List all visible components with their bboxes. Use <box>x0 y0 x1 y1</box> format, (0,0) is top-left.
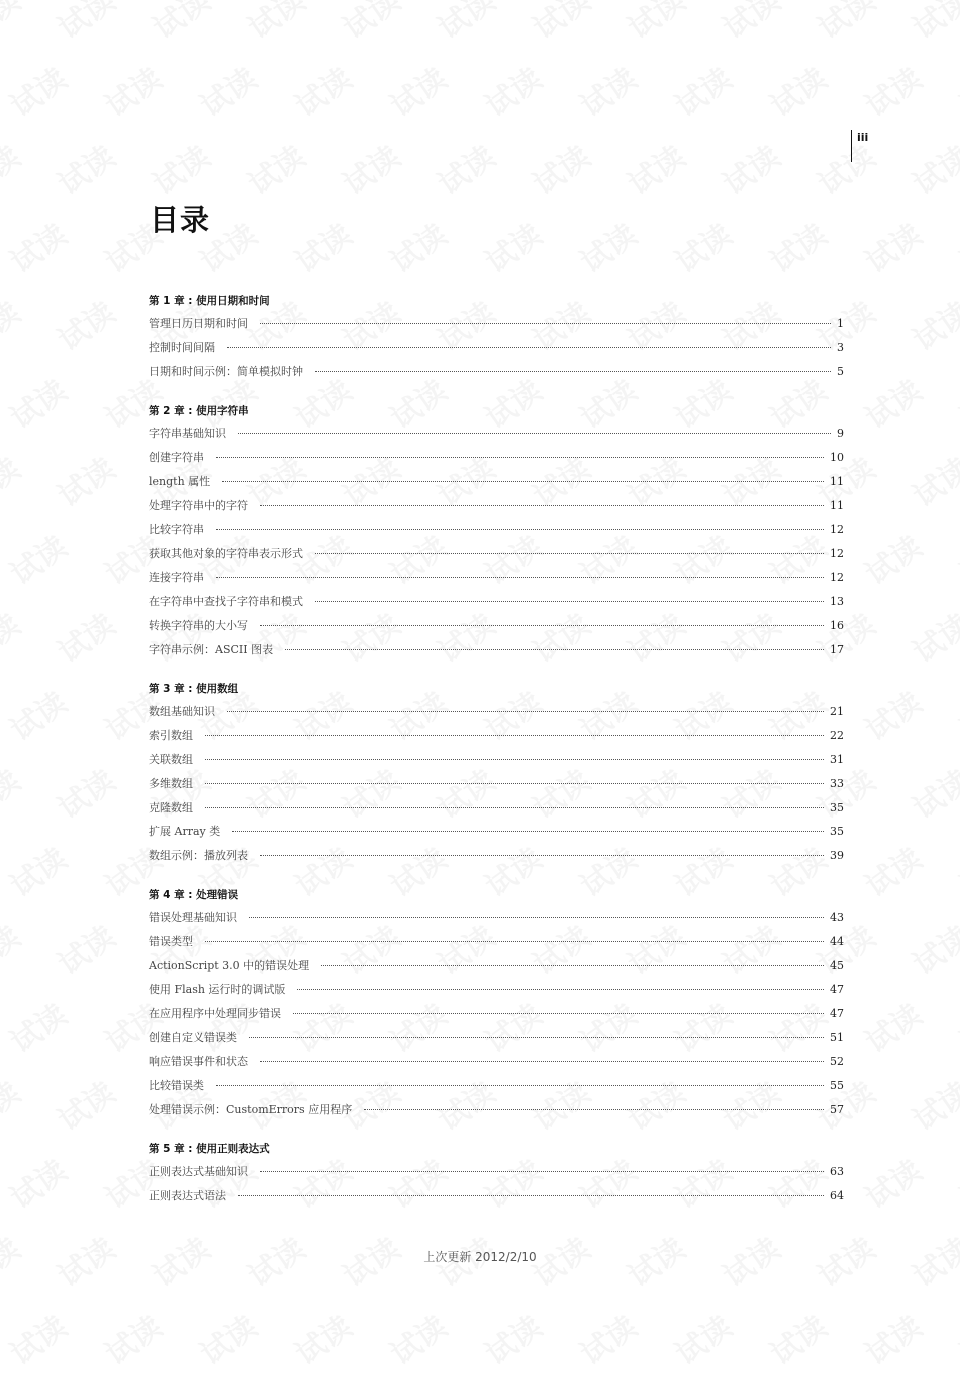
toc-entry-label: 数组示例：播放列表 <box>149 849 248 862</box>
chapter-section <box>149 680 844 871</box>
dot-leader <box>321 965 824 966</box>
watermark-text <box>143 0 217 47</box>
table-of-contents <box>149 292 844 1211</box>
toc-entry-label: 错误类型 <box>149 935 193 948</box>
watermark-text <box>713 0 787 47</box>
watermark-text <box>0 367 74 437</box>
watermark-text <box>570 55 644 125</box>
toc-entry-label: 日期和时间示例：简单模拟时钟 <box>149 365 303 378</box>
toc-entry[interactable] <box>149 1101 844 1125</box>
watermark-text <box>238 0 312 47</box>
watermark-text <box>48 757 122 827</box>
toc-entry-page: 3 <box>837 341 844 354</box>
toc-entry[interactable] <box>149 1077 844 1101</box>
chapter-title[interactable]: 第 1 章 : 使用日期和时间 <box>149 295 270 307</box>
toc-entry[interactable] <box>149 1005 844 1029</box>
toc-entry-page: 11 <box>830 475 844 488</box>
chapter-title[interactable]: 第 3 章 : 使用数组 <box>149 683 239 695</box>
toc-entry[interactable] <box>149 497 844 521</box>
page-number: iii <box>857 131 869 144</box>
dot-leader <box>285 649 824 650</box>
dot-leader <box>297 989 824 990</box>
toc-entry[interactable] <box>149 775 844 799</box>
dot-leader <box>205 783 824 784</box>
toc-entry[interactable] <box>149 933 844 957</box>
toc-entry-label: 响应错误事件和状态 <box>149 1055 248 1068</box>
dot-leader <box>260 1061 824 1062</box>
toc-entry[interactable] <box>149 1163 844 1187</box>
watermark-text <box>855 835 929 905</box>
toc-entry-label: 获取其他对象的字符串表示形式 <box>149 547 303 560</box>
toc-entry-page: 9 <box>837 427 844 440</box>
toc-entry-page: 63 <box>830 1165 844 1178</box>
watermark-text <box>713 133 787 203</box>
watermark-text <box>0 445 27 515</box>
watermark-text <box>618 0 692 47</box>
toc-entry-page: 17 <box>830 643 844 656</box>
toc-entry-label: 字符串基础知识 <box>149 427 226 440</box>
watermark-text <box>0 913 27 983</box>
toc-entry-page: 31 <box>830 753 844 766</box>
watermark-text <box>48 445 122 515</box>
toc-entry[interactable] <box>149 641 844 665</box>
watermark-text <box>665 211 739 281</box>
toc-entry-page: 11 <box>830 499 844 512</box>
watermark-text <box>903 1069 960 1139</box>
dot-leader <box>249 917 824 918</box>
watermark-text <box>855 991 929 1061</box>
watermark-text <box>0 211 74 281</box>
watermark-text <box>0 835 74 905</box>
toc-entry[interactable] <box>149 363 844 387</box>
toc-entry-label: 多维数组 <box>149 777 193 790</box>
dot-leader <box>260 1171 824 1172</box>
watermark-text <box>760 1303 834 1373</box>
toc-entry-label: 处理错误示例：CustomErrors 应用程序 <box>149 1103 353 1116</box>
watermark-text <box>903 0 960 47</box>
toc-entry[interactable] <box>149 727 844 751</box>
toc-entry-label: 比较字符串 <box>149 523 204 536</box>
chapter-section <box>149 292 844 387</box>
watermark-text <box>665 1303 739 1373</box>
toc-entry-label: 正则表达式基础知识 <box>149 1165 248 1178</box>
watermark-text <box>570 1303 644 1373</box>
watermark-text <box>0 0 27 47</box>
watermark-text <box>618 133 692 203</box>
toc-entry[interactable] <box>149 909 844 933</box>
watermark-text <box>475 55 549 125</box>
toc-entry-page: 64 <box>830 1189 844 1202</box>
toc-entry-page: 57 <box>830 1103 844 1116</box>
toc-entry-page: 12 <box>830 547 844 560</box>
toc-entry-page: 45 <box>830 959 844 972</box>
watermark-text <box>0 55 74 125</box>
dot-leader <box>238 1195 824 1196</box>
watermark-text <box>950 55 960 125</box>
watermark-text <box>428 0 502 47</box>
toc-entry-page: 12 <box>830 523 844 536</box>
toc-entry-label: 管理日历日期和时间 <box>149 317 248 330</box>
toc-entry-label: 正则表达式语法 <box>149 1189 226 1202</box>
watermark-text <box>95 1303 169 1373</box>
toc-entry-label: 扩展 Array 类 <box>149 825 221 838</box>
watermark-text <box>903 601 960 671</box>
toc-entry-label: 连接字符串 <box>149 571 204 584</box>
watermark-text <box>0 601 27 671</box>
toc-entry-page: 12 <box>830 571 844 584</box>
chapter-section <box>149 402 844 665</box>
watermark-text <box>950 679 960 749</box>
watermark-text <box>333 133 407 203</box>
toc-entry[interactable] <box>149 981 844 1005</box>
dot-leader <box>238 433 831 434</box>
dot-leader <box>205 735 824 736</box>
header-rule <box>851 130 852 162</box>
watermark-text <box>855 1147 929 1217</box>
toc-entry-page: 44 <box>830 935 844 948</box>
toc-entry[interactable] <box>149 617 844 641</box>
toc-entry-label: 在应用程序中处理同步错误 <box>149 1007 281 1020</box>
watermark-text <box>950 211 960 281</box>
toc-entry-page: 43 <box>830 911 844 924</box>
toc-entry[interactable] <box>149 823 844 847</box>
chapter-section <box>149 1140 844 1211</box>
watermark-text <box>143 133 217 203</box>
dot-leader <box>216 457 824 458</box>
watermark-text <box>570 211 644 281</box>
watermark-text <box>285 55 359 125</box>
toc-entry-page: 55 <box>830 1079 844 1092</box>
dot-leader <box>216 577 824 578</box>
watermark-text <box>950 835 960 905</box>
toc-entry-page: 47 <box>830 1007 844 1020</box>
watermark-text <box>0 133 27 203</box>
watermark-text <box>0 1147 74 1217</box>
toc-entry-label: 数组基础知识 <box>149 705 215 718</box>
watermark-text <box>808 133 882 203</box>
watermark-text <box>428 133 502 203</box>
toc-entry-page: 35 <box>830 801 844 814</box>
watermark-text <box>855 523 929 593</box>
toc-entry[interactable] <box>149 1029 844 1053</box>
toc-entry[interactable] <box>149 1053 844 1077</box>
dot-leader <box>249 1037 824 1038</box>
toc-entry-label: length 属性 <box>149 475 211 488</box>
toc-entry-label: 控制时间间隔 <box>149 341 215 354</box>
toc-entry-page: 16 <box>830 619 844 632</box>
watermark-text <box>808 0 882 47</box>
toc-entry-page: 21 <box>830 705 844 718</box>
toc-entry[interactable] <box>149 449 844 473</box>
watermark-text <box>950 1303 960 1373</box>
chapter-title[interactable]: 第 4 章 : 处理错误 <box>149 889 239 901</box>
toc-entry-page: 47 <box>830 983 844 996</box>
watermark-text <box>903 289 960 359</box>
dot-leader <box>364 1109 824 1110</box>
dot-leader <box>293 1013 824 1014</box>
toc-entry[interactable] <box>149 521 844 545</box>
watermark-text <box>0 991 74 1061</box>
toc-entry-label: 处理字符串中的字符 <box>149 499 248 512</box>
toc-entry[interactable] <box>149 703 844 727</box>
toc-entry-label: 克隆数组 <box>149 801 193 814</box>
watermark-text <box>855 1303 929 1373</box>
watermark-text <box>0 679 74 749</box>
toc-entry-label: 在字符串中查找子字符串和模式 <box>149 595 303 608</box>
watermark-text <box>950 367 960 437</box>
toc-entry-label: 转换字符串的大小写 <box>149 619 248 632</box>
toc-entry-label: 索引数组 <box>149 729 193 742</box>
dot-leader <box>227 347 831 348</box>
toc-entry-label: 使用 Flash 运行时的调试版 <box>149 983 286 996</box>
toc-entry-label: 创建自定义错误类 <box>149 1031 237 1044</box>
watermark-text <box>855 367 929 437</box>
watermark-text <box>903 913 960 983</box>
toc-entry[interactable] <box>149 339 844 363</box>
watermark-text <box>48 289 122 359</box>
watermark-text <box>903 133 960 203</box>
watermark-text <box>190 55 264 125</box>
toc-entry-page: 39 <box>830 849 844 862</box>
watermark-text <box>0 1069 27 1139</box>
watermark-text <box>665 55 739 125</box>
footer-last-updated: 上次更新 2012/2/10 <box>423 1250 537 1264</box>
dot-leader <box>260 855 824 856</box>
toc-entry[interactable] <box>149 315 844 339</box>
dot-leader <box>232 831 824 832</box>
watermark-text <box>950 523 960 593</box>
toc-entry-page: 13 <box>830 595 844 608</box>
dot-leader <box>216 529 824 530</box>
watermark-text <box>48 1069 122 1139</box>
toc-entry[interactable] <box>149 1187 844 1211</box>
watermark-text <box>48 913 122 983</box>
toc-entry-label: 比较错误类 <box>149 1079 204 1092</box>
toc-entry-page: 35 <box>830 825 844 838</box>
dot-leader <box>260 323 831 324</box>
watermark-text <box>380 211 454 281</box>
dot-leader <box>315 371 831 372</box>
toc-entry-page: 1 <box>837 317 844 330</box>
watermark-text <box>475 1303 549 1373</box>
toc-entry[interactable] <box>149 545 844 569</box>
toc-entry-page: 5 <box>837 365 844 378</box>
watermark-text <box>238 133 312 203</box>
toc-entry[interactable] <box>149 569 844 593</box>
watermark-text <box>0 1303 74 1373</box>
dot-leader <box>315 601 824 602</box>
toc-entry-label: ActionScript 3.0 中的错误处理 <box>149 959 310 972</box>
toc-entry[interactable] <box>149 957 844 981</box>
toc-entry[interactable] <box>149 425 844 449</box>
watermark-text <box>903 445 960 515</box>
toc-entry-page: 33 <box>830 777 844 790</box>
page-title: 目录 <box>150 203 211 237</box>
toc-entry-page: 52 <box>830 1055 844 1068</box>
watermark-text <box>523 0 597 47</box>
watermark-text <box>0 757 27 827</box>
watermark-text <box>855 679 929 749</box>
watermark-text <box>0 523 74 593</box>
dot-leader <box>227 711 824 712</box>
toc-entry[interactable] <box>149 751 844 775</box>
dot-leader <box>205 759 824 760</box>
toc-entry-label: 错误处理基础知识 <box>149 911 237 924</box>
watermark-text <box>903 757 960 827</box>
toc-entry[interactable] <box>149 799 844 823</box>
watermark-text <box>760 55 834 125</box>
watermark-text <box>48 0 122 47</box>
dot-leader <box>222 481 824 482</box>
watermark-text <box>380 55 454 125</box>
toc-entry[interactable] <box>149 593 844 617</box>
toc-entry-label: 创建字符串 <box>149 451 204 464</box>
toc-entry-page: 10 <box>830 451 844 464</box>
toc-entry-label: 关联数组 <box>149 753 193 766</box>
dot-leader <box>315 553 824 554</box>
watermark-text <box>95 55 169 125</box>
toc-entry-label: 字符串示例：ASCII 图表 <box>149 643 274 656</box>
dot-leader <box>260 505 824 506</box>
watermark-text <box>523 133 597 203</box>
toc-entry[interactable] <box>149 473 844 497</box>
watermark-text <box>950 1147 960 1217</box>
watermark-text <box>950 991 960 1061</box>
watermark-text <box>0 289 27 359</box>
dot-leader <box>260 625 824 626</box>
dot-leader <box>216 1085 824 1086</box>
watermark-text <box>475 211 549 281</box>
watermark-text <box>760 211 834 281</box>
chapter-title[interactable]: 第 2 章 : 使用字符串 <box>149 405 249 417</box>
watermark-text <box>333 0 407 47</box>
chapter-title[interactable]: 第 5 章 : 使用正则表达式 <box>149 1143 270 1155</box>
toc-entry-page: 51 <box>830 1031 844 1044</box>
dot-leader <box>205 941 824 942</box>
watermark-text <box>190 1303 264 1373</box>
watermark-text <box>855 55 929 125</box>
chapter-section <box>149 886 844 1125</box>
watermark-text <box>855 211 929 281</box>
toc-entry-page: 22 <box>830 729 844 742</box>
watermark-text <box>285 211 359 281</box>
dot-leader <box>205 807 824 808</box>
toc-entry[interactable] <box>149 847 844 871</box>
watermark-text <box>48 133 122 203</box>
watermark-text <box>380 1303 454 1373</box>
watermark-text <box>285 1303 359 1373</box>
watermark-text <box>48 601 122 671</box>
